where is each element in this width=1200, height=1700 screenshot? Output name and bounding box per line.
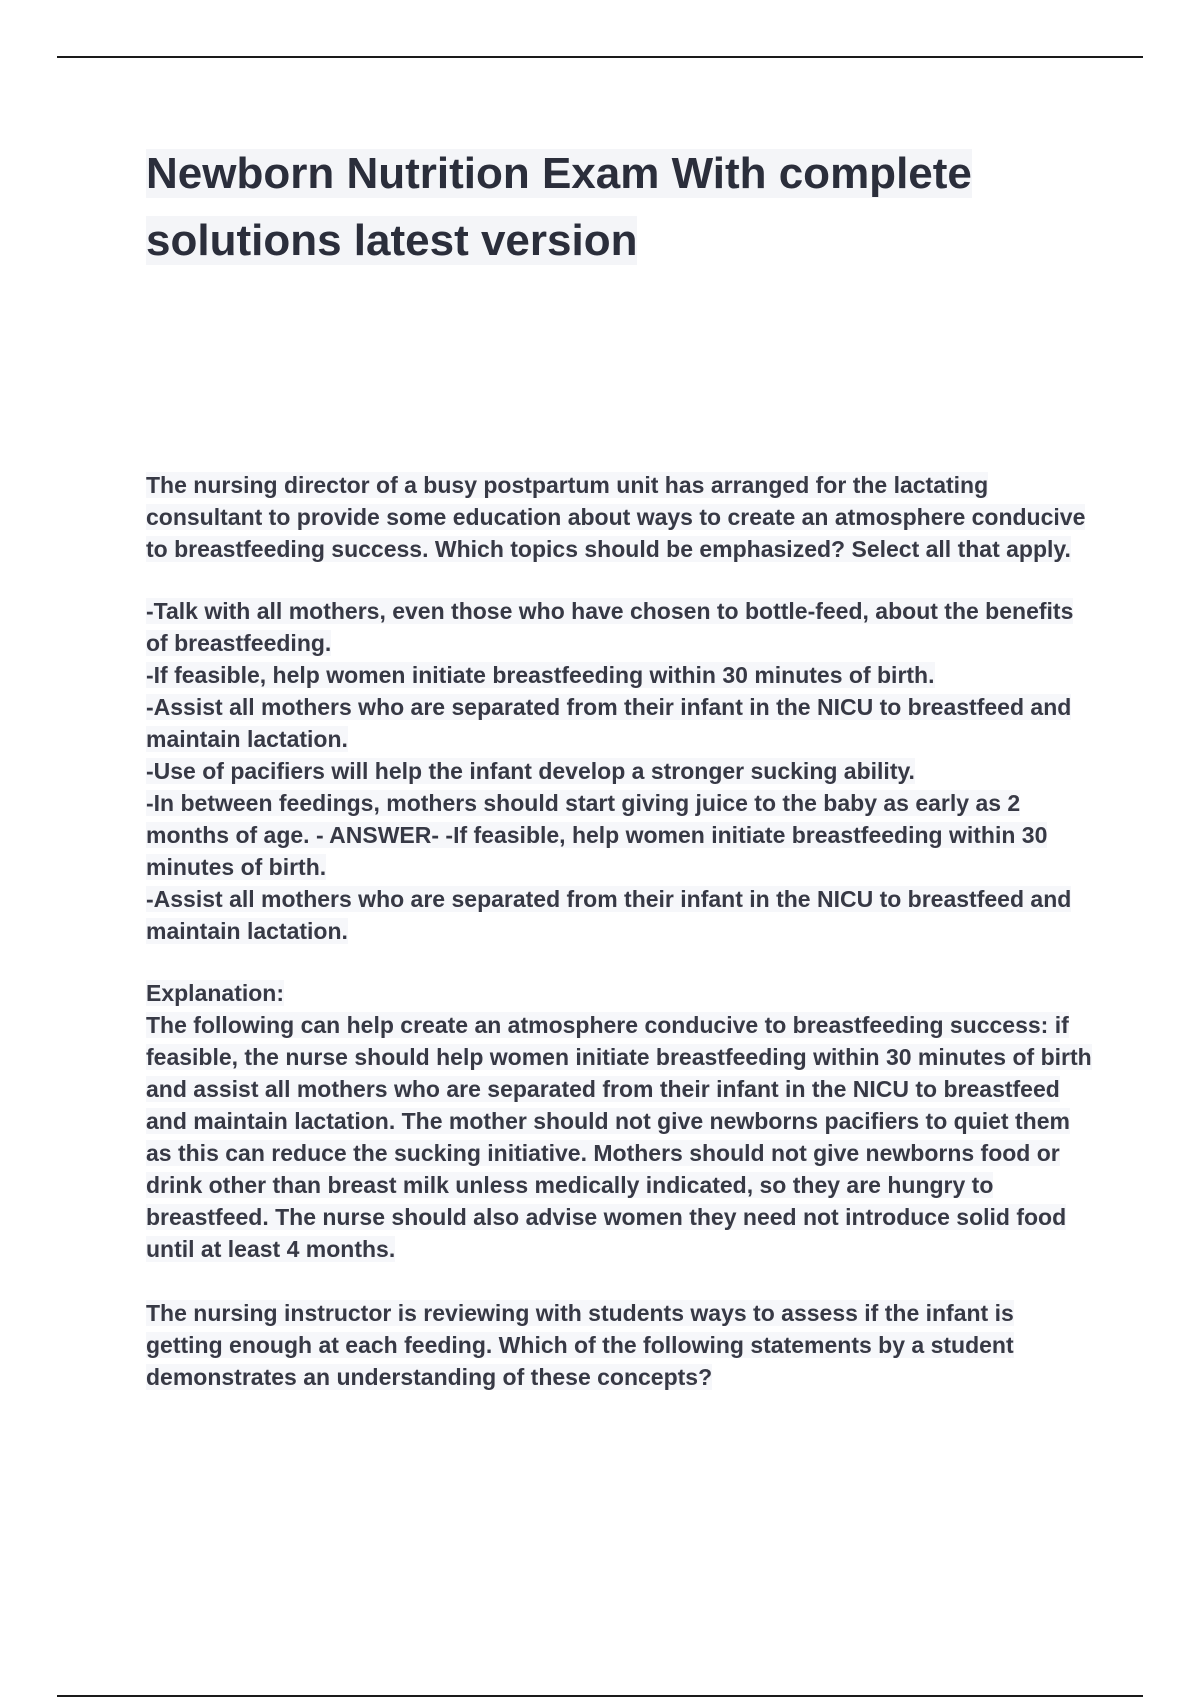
question-1-option: -Talk with all mothers, even those who have chosen to bottle-feed, about the benefits of breastfeeding.	[146, 598, 1074, 656]
question-1-option: -Use of pacifiers will help the infant develop a stronger sucking ability.	[146, 758, 915, 784]
document-title: Newborn Nutrition Exam With complete solutions latest version	[146, 149, 972, 265]
question-1-option: -Assist all mothers who are separated from their infant in the NICU to breastfeed and maintain lactation.	[146, 694, 1072, 752]
spacer	[146, 947, 1096, 977]
question-1-option: -If feasible, help women initiate breastfeeding within 30 minutes of birth.	[146, 662, 935, 688]
question-2-stem: The nursing instructor is reviewing with students ways to assess if the infant is getting enough at each feeding. Which of the following statements by a student demonstrates an understanding of these concepts?	[146, 1300, 1014, 1390]
explanation-label: Explanation:	[146, 980, 285, 1006]
question-1-stem: The nursing director of a busy postpartum unit has arranged for the lactating consultant to provide some education about ways to create an atmosphere conducive to breastfeeding success. Which topics should be emphasized? Select all that apply.	[146, 472, 1086, 562]
document-body	[146, 469, 1096, 1393]
header-rule	[57, 56, 1143, 58]
spacer	[146, 1265, 1096, 1297]
explanation-text: The following can help create an atmosphere conducive to breastfeeding success: if feasible, the nurse should help women initiate breastfeeding within 30 minutes of birth and assist all mothers who are separated from their infant in the NICU to breastfeed and maintain lactation. The mother should not give newborns pacifiers to quiet them as this can reduce the sucking initiative. Mothers should not give newborns food or drink other than breast milk unless medically indicated, so they are hungry to breastfeed. The nurse should also advise women they need not introduce solid food until at least 4 months.	[146, 1012, 1092, 1262]
question-1-answer-continued: -Assist all mothers who are separated from their infant in the NICU to breastfeed and maintain lactation.	[146, 886, 1072, 944]
question-1-option-with-answer: -In between feedings, mothers should start giving juice to the baby as early as 2 months of age. - ANSWER- -If feasible, help women initiate breastfeeding within 30 minutes of birth.	[146, 790, 1048, 880]
spacer	[146, 565, 1096, 595]
footer-rule	[57, 1695, 1143, 1697]
